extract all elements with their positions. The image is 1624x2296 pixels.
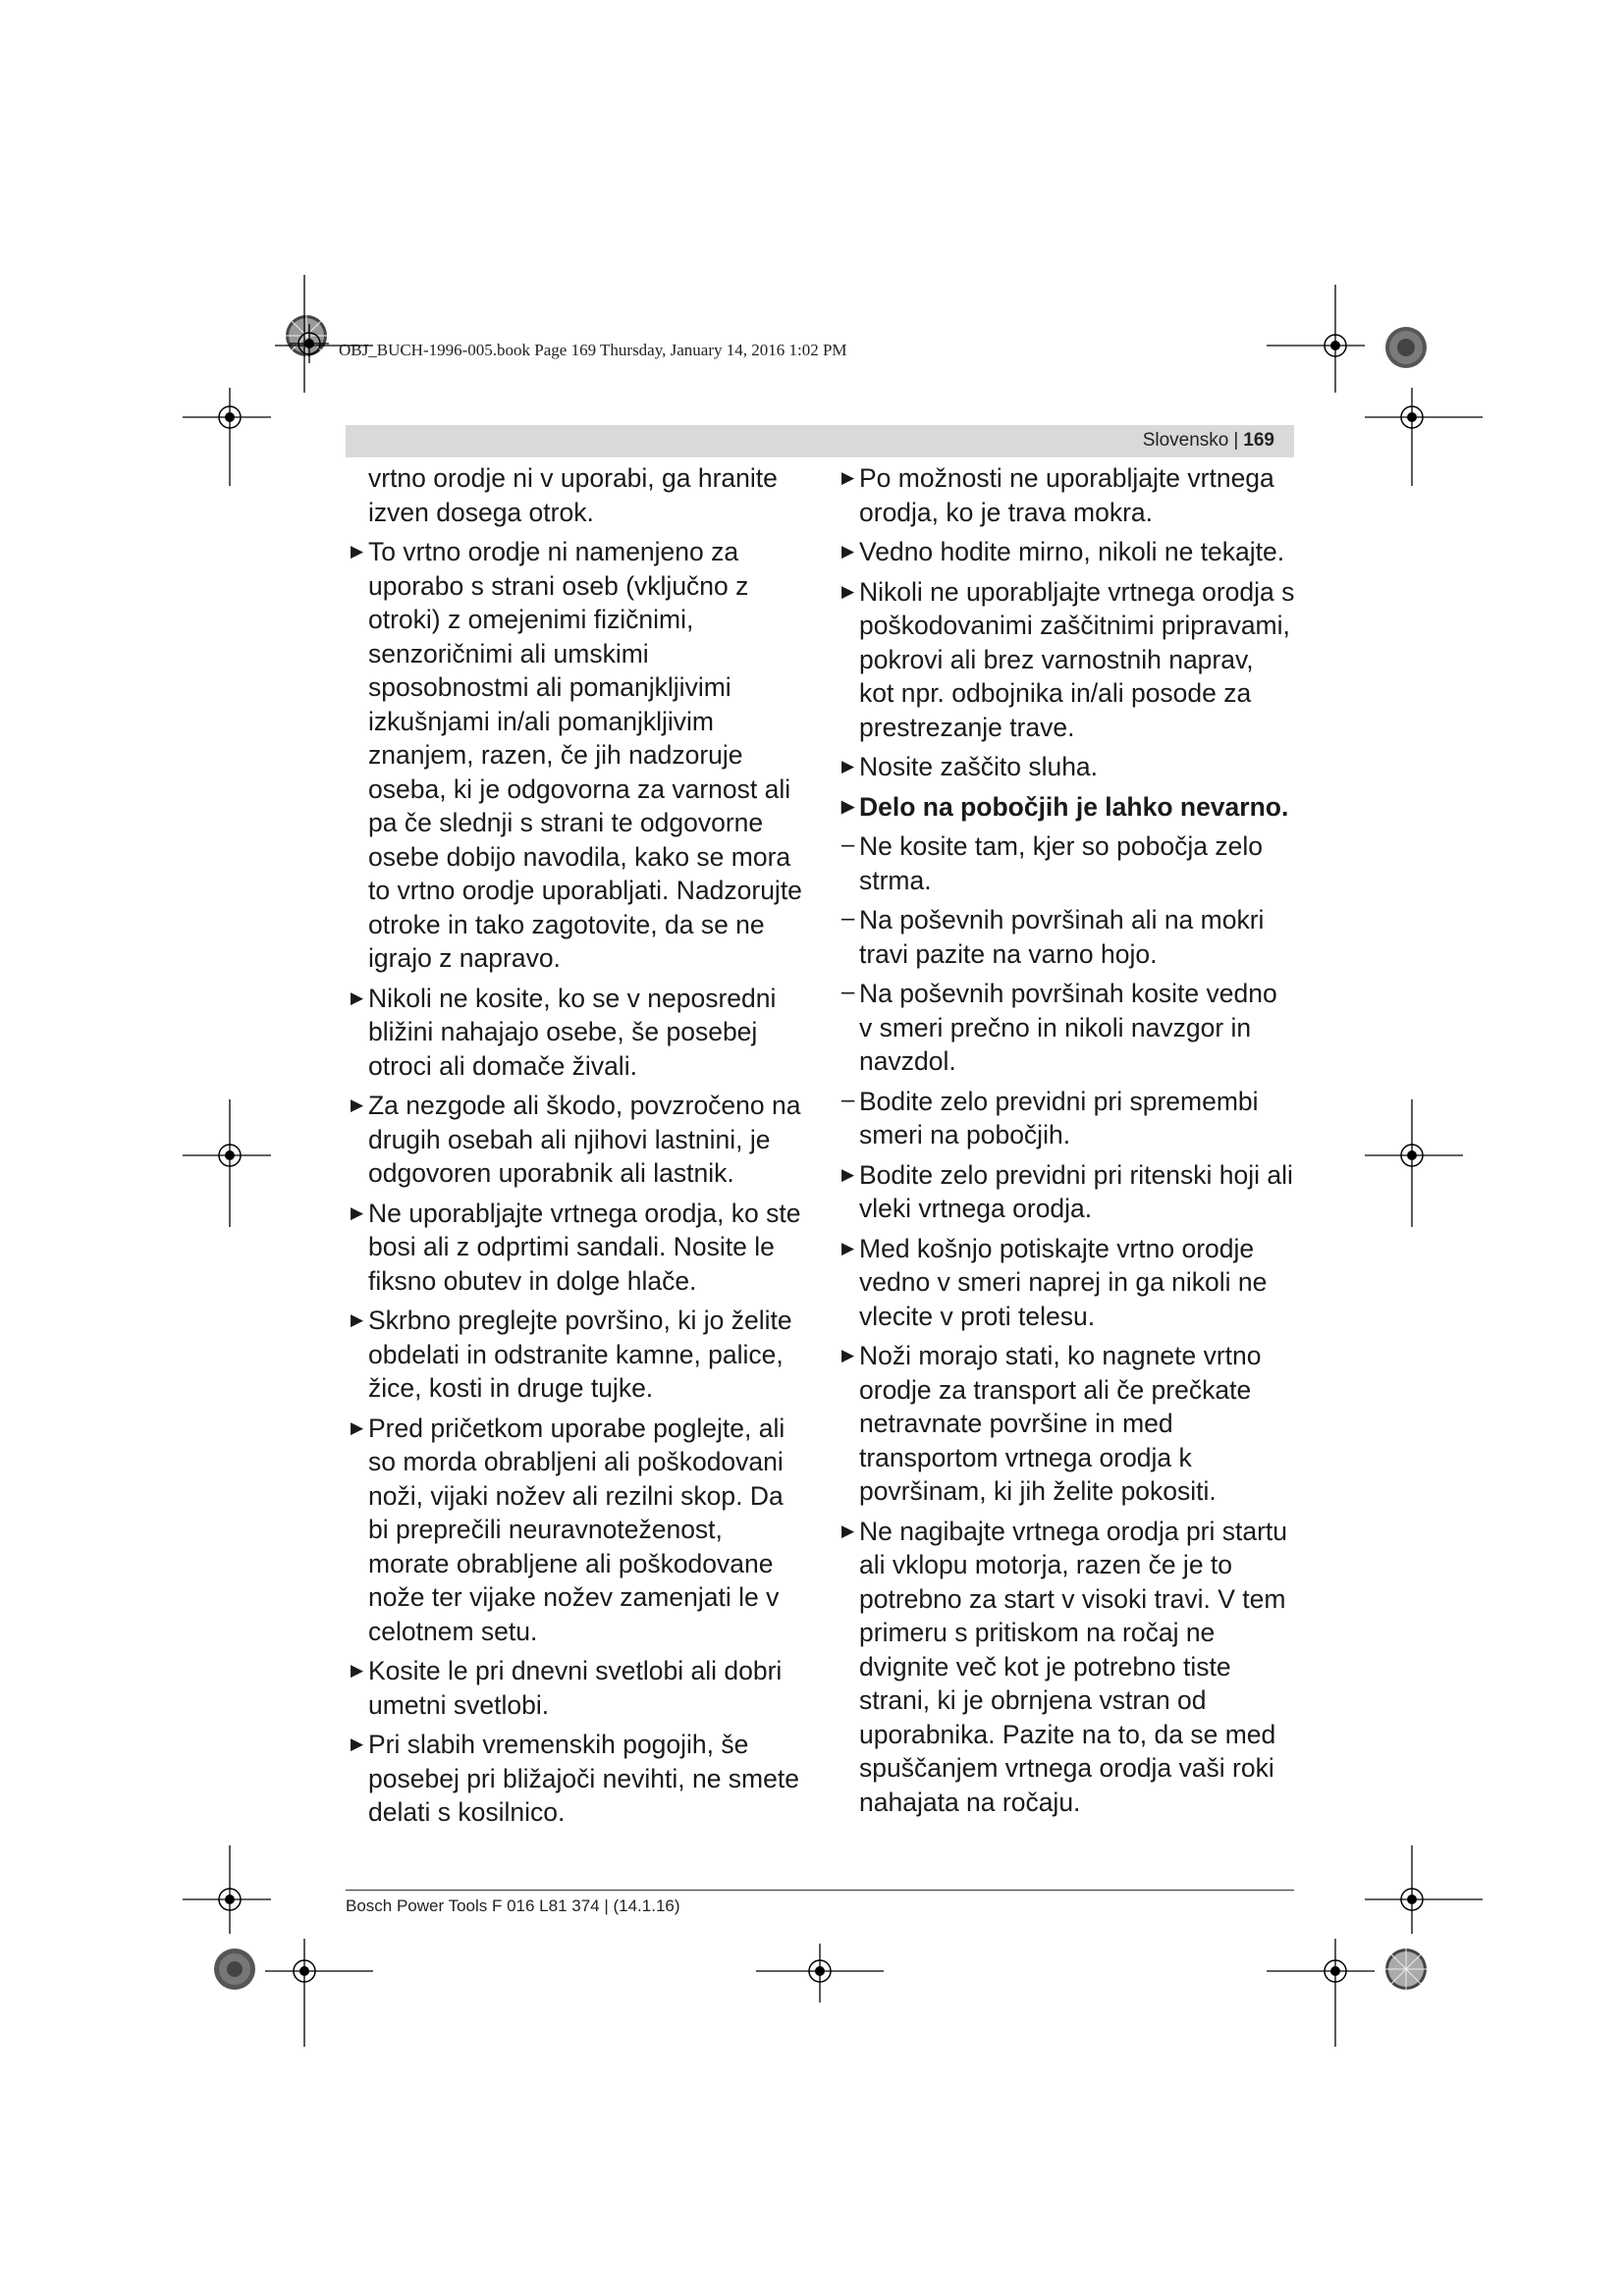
- crosshair-bottom-left: [265, 1939, 373, 2047]
- paragraph: [368, 461, 804, 529]
- dash-marker: –: [841, 1086, 855, 1113]
- dash-marker: –: [841, 905, 855, 932]
- bullet-marker: ▶: [351, 988, 364, 1007]
- bullet-text: Ne nagibajte vrtnega orodja pri startu ali vklopu motorja, razen če je to potrebno za start v visoki travi. V tem primeru s pritiskom na ročaj ne dvignite več kot je potrebno tiste strani, ki je obrnjena vstran od uporabnika. Pazite na to, da se med spuščanjem vrtnega orodja vaši roki nahajata na ročaju.: [859, 1516, 1288, 1817]
- crosshair-bottom-center: [756, 1939, 884, 2007]
- crosshair-top-right: [1267, 285, 1365, 402]
- dash-text: Na poševnih površinah ali na mokri travi pazite na varno hojo.: [859, 905, 1265, 969]
- dash-marker: –: [841, 979, 855, 1005]
- dash-item: [841, 977, 1295, 1079]
- bullet-item: [841, 1339, 1295, 1509]
- bullet-item: [841, 1515, 1295, 1820]
- bullet-marker: ▶: [841, 1346, 855, 1364]
- bullet-item: [351, 1304, 804, 1406]
- registration-mark-bottom-right-outer: [1384, 1948, 1428, 1991]
- header-separator: |: [1233, 430, 1239, 451]
- right-column: [841, 461, 1295, 1825]
- crosshair-bottom-right: [1267, 1939, 1375, 2047]
- bullet-marker: ▶: [841, 542, 855, 561]
- bullet-text: Za nezgode ali škodo, povzročeno na drugih osebah ali njihovi lastnini, je odgovoren uporabnik ali lastnik.: [368, 1091, 801, 1188]
- bullet-item: [351, 1654, 804, 1722]
- bullet-text: Noži morajo stati, ko nagnete vrtno orodje za transport ali če prečkate netravnate površine in med transportom vrtnega orodja k površinam, ki jih želite pokositi.: [859, 1341, 1262, 1506]
- left-column: [351, 461, 804, 1836]
- dash-text: Bodite zelo previdni pri spremembi smeri na pobočjih.: [859, 1086, 1259, 1149]
- page-number: 169: [1243, 430, 1274, 451]
- dash-item: [841, 1085, 1295, 1152]
- bullet-item: [841, 461, 1295, 529]
- bullet-marker: ▶: [351, 1095, 364, 1114]
- footer-imprint: Bosch Power Tools F 016 L81 374 | (14.1.16): [346, 1896, 680, 1915]
- bullet-item: [351, 1728, 804, 1830]
- bullet-text: Nosite zaščito sluha.: [859, 752, 1099, 781]
- bullet-marker: ▶: [351, 1661, 364, 1680]
- bullet-item: [841, 1158, 1295, 1226]
- bullet-marker: ▶: [841, 1238, 855, 1257]
- bullet-text: Po možnosti ne uporabljajte vrtnega orodja, ko je trava mokra.: [859, 463, 1274, 527]
- bullet-text: Nikoli ne kosite, ko se v neposredni bližini nahajajo osebe, še posebej otroci ali domače živali.: [368, 983, 777, 1081]
- bullet-marker: ▶: [841, 757, 855, 775]
- bullet-marker: ▶: [351, 1202, 364, 1222]
- crosshair-right-upper: [1365, 388, 1483, 486]
- registration-mark-top-right-outer: [1384, 326, 1428, 369]
- bullet-marker: ▶: [351, 1417, 364, 1437]
- crosshair-left-upper: [183, 388, 271, 486]
- bullet-item: [351, 535, 804, 976]
- bullet-text: Med košnjo potiskajte vrtno orodje vedno v smeri naprej in ga nikoli ne vlecite v proti telesu.: [859, 1233, 1268, 1331]
- bullet-text: Vedno hodite mirno, nikoli ne tekajte.: [859, 537, 1285, 566]
- bullet-item: [351, 982, 804, 1084]
- bullet-item: [841, 750, 1295, 784]
- crosshair-right-lower: [1365, 1845, 1483, 1963]
- bullet-item: [841, 575, 1295, 745]
- bullet-marker: ▶: [351, 1310, 364, 1329]
- bullet-marker: ▶: [841, 1521, 855, 1540]
- bullet-text: Pri slabih vremenskih pogojih, še posebej pri bližajoči nevihti, ne smete delati s kosilnico.: [368, 1730, 799, 1827]
- bullet-marker: ▶: [841, 1164, 855, 1184]
- bullet-text: Ne uporabljajte vrtnega orodja, ko ste bosi ali z odprtimi sandali. Nosite le fiksno obutev in dolge hlače.: [368, 1198, 801, 1296]
- running-header: [346, 425, 1294, 457]
- bullet-item: [351, 1089, 804, 1191]
- bullet-item: [841, 535, 1295, 569]
- bullet-text: Nikoli ne uporabljajte vrtnega orodja s poškodovanimi zaščitnimi pripravami, pokrovi ali brez varnostnih naprav, kot npr. odbojnika in/ali posode za prestrezanje trave.: [859, 576, 1295, 742]
- header-label: [1143, 430, 1274, 452]
- crosshair-left-lower: [183, 1845, 271, 1963]
- bullet-text: Kosite le pri dnevni svetlobi ali dobri umetni svetlobi.: [368, 1656, 783, 1720]
- bullet-marker: ▶: [351, 1735, 364, 1753]
- paragraph-text: vrtno orodje ni v uporabi, ga hranite izven dosega otrok.: [368, 463, 778, 527]
- dash-item: [841, 829, 1295, 897]
- dash-marker: –: [841, 831, 855, 858]
- header-language: Slovensko: [1142, 430, 1229, 451]
- crosshair-right-middle: [1365, 1099, 1463, 1227]
- bullet-marker: ▶: [841, 468, 855, 487]
- footer-rule: [346, 1890, 1294, 1891]
- bullet-text: Delo na pobočjih je lahko nevarno.: [859, 791, 1289, 822]
- bullet-marker: ▶: [351, 542, 364, 561]
- bullet-item: [351, 1412, 804, 1649]
- bullet-item-warning: [841, 790, 1295, 825]
- bullet-marker: ▶: [841, 581, 855, 601]
- printer-slug: OBJ_BUCH-1996-005.book Page 169 Thursday, January 14, 2016 1:02 PM: [339, 341, 847, 359]
- bullet-marker: ▶: [841, 796, 855, 816]
- bullet-text: Skrbno preglejte površino, ki jo želite obdelati in odstranite kamne, palice, žice, kosti in druge tujke.: [368, 1306, 792, 1403]
- bullet-text: To vrtno orodje ni namenjeno za uporabo s strani oseb (vključno z otroki) z omejenimi fizičnimi, senzoričnimi ali umskimi sposobnostmi ali pomanjkljivimi izkušnjami in/ali pomanjkljivim znanjem, razen, če jih nadzoruje oseba, ki je odgovorna za varnost ali pa če slednji s strani te odgovorne osebe dobijo navodila, kako se mora to vrtno orodje uporabljati. Nadzorujte otroke in tako zagotovite, da se ne igrajo z napravo.: [368, 537, 802, 973]
- bullet-text: Pred pričetkom uporabe poglejte, ali so morda obrabljeni ali poškodovani noži, vijaki nožev ali rezilni skop. Da bi preprečili neuravnoteženost, morate obrabljene ali poškodovane nože ter vijake nožev zamenjati le v celotnem setu.: [368, 1413, 785, 1646]
- bullet-item: [841, 1232, 1295, 1334]
- dash-item: [841, 903, 1295, 971]
- registration-mark-bottom-left-outer: [213, 1948, 256, 1991]
- bullet-text: Bodite zelo previdni pri ritenski hoji ali vleki vrtnega orodja.: [859, 1159, 1293, 1223]
- bullet-item: [351, 1197, 804, 1299]
- crosshair-top-left-inner: [290, 324, 329, 363]
- crosshair-left-middle: [183, 1099, 271, 1227]
- dash-text: Ne kosite tam, kjer so pobočja zelo strma.: [859, 831, 1263, 895]
- dash-text: Na poševnih površinah kosite vedno v smeri prečno in nikoli navzgor in navzdol.: [859, 979, 1277, 1076]
